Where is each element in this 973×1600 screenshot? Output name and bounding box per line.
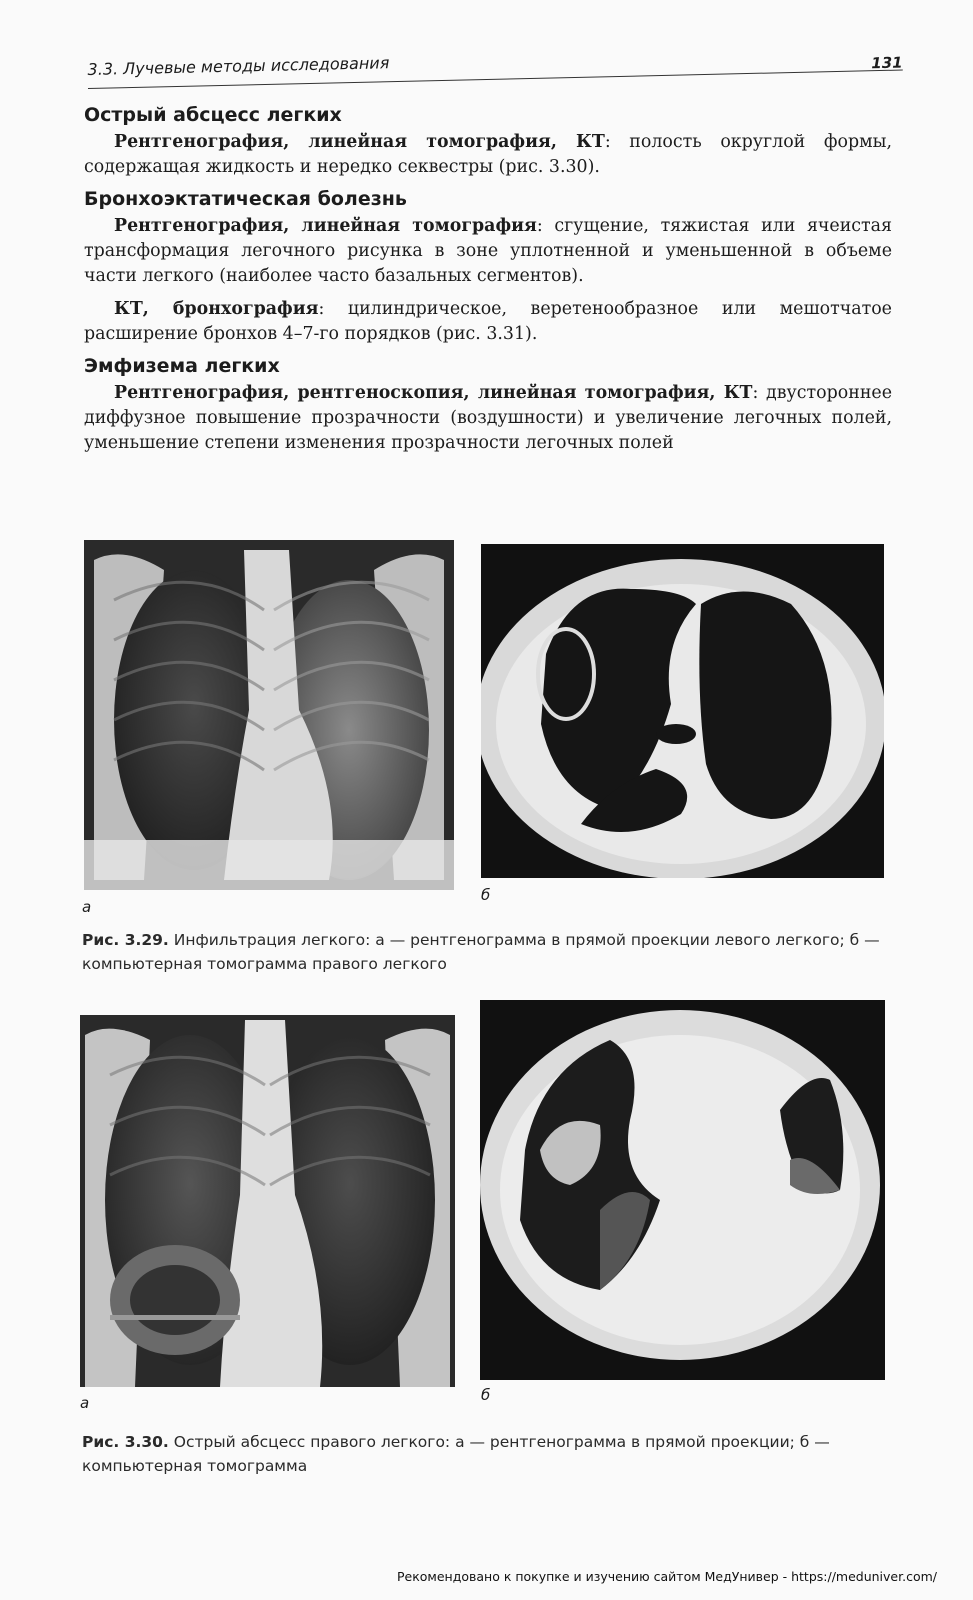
figure-label-a: а — [82, 898, 92, 916]
caption-text: Инфильтрация легкого: а — рентгенограмма в прямой проекции левого легкого; б — компьютерная томограмма правого легкого — [82, 931, 880, 973]
figure-number: Рис. 3.29. — [82, 931, 169, 949]
figure-label-b: б — [481, 1386, 491, 1404]
paragraph — [84, 381, 892, 456]
section-heading: Эмфизема легких — [84, 355, 280, 377]
method-term: Рентгенография, линейная томография — [114, 216, 537, 236]
method-term: Рентгенография, линейная томография, КТ — [114, 132, 605, 152]
paragraph-text: : полость округлой формы, содержащая жидкость и нередко секвестры (рис. 3.30). — [84, 132, 892, 177]
figure-caption-3-30 — [82, 1430, 890, 1478]
body-text — [84, 104, 892, 464]
paragraph-text: : двустороннее диффузное повышение прозрачности (воздушности) и увеличение легочных полей, уменьшение степени изменения прозрачности легочных полей — [84, 383, 892, 453]
method-term: Рентгенография, рентгеноскопия, линейная томография, КТ — [114, 383, 753, 403]
paragraph-text: : цилиндрическое, веретенообразное или мешотчатое расширение бронхов 4–7-го порядков (рис. 3.31). — [84, 299, 892, 344]
method-term: КТ, бронхография — [114, 299, 319, 319]
paragraph-text: : сгущение, тяжистая или ячеистая трансформация легочного рисунка в зоне уплотненной и уменьшенной в объеме части легкого (наиболее часто базальных сегментов). — [84, 216, 892, 286]
paragraph — [84, 214, 892, 289]
ct-image-fig-3-29-b — [481, 544, 884, 878]
figure-label-b: б — [481, 886, 491, 904]
page-header — [87, 30, 903, 89]
ct-image-fig-3-30-b — [480, 1000, 885, 1380]
figure-number: Рис. 3.30. — [82, 1433, 169, 1451]
section-heading: Бронхоэктатическая болезнь — [84, 188, 407, 210]
caption-text: Острый абсцесс правого легкого: а — рентгенограмма в прямой проекции; б — компьютерная томограмма — [82, 1433, 830, 1475]
xray-image-fig-3-29-a — [84, 540, 454, 890]
paragraph — [84, 297, 892, 347]
section-heading: Острый абсцесс легких — [84, 104, 342, 126]
xray-image-fig-3-30-a — [80, 1015, 455, 1387]
figure-caption-3-29 — [82, 928, 890, 976]
running-title: 3.3. Лучевые методы исследования — [87, 53, 390, 80]
figure-label-a: а — [80, 1394, 90, 1412]
page-number: 131 — [871, 53, 903, 73]
footer-note: Рекомендовано к покупке и изучению сайтом МедУнивер - https://meduniver.com/ — [397, 1569, 937, 1584]
paragraph — [84, 130, 892, 180]
